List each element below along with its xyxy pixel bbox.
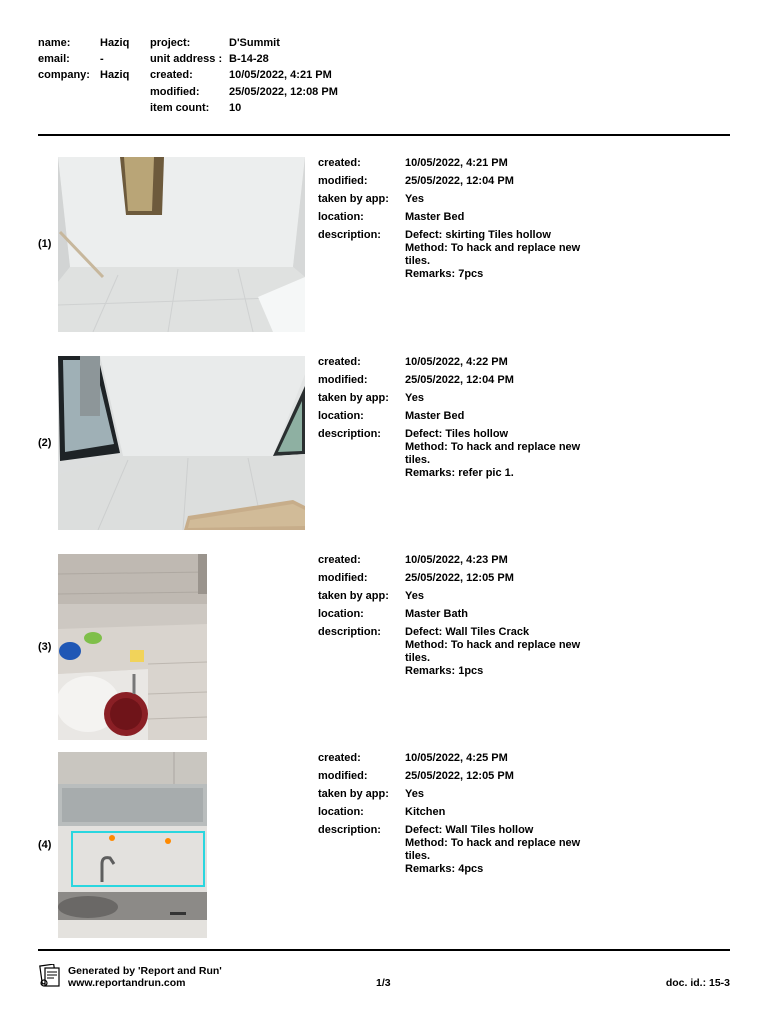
description-line: tiles. — [405, 454, 431, 466]
location-value: Master Bed — [405, 410, 465, 422]
item-number: (2) — [38, 437, 52, 449]
description-value — [405, 428, 600, 480]
created-label: created: — [318, 752, 361, 764]
item-photo — [58, 356, 305, 530]
taken-by-app-label: taken by app: — [318, 193, 389, 205]
created-label: created: — [318, 356, 361, 368]
modified-label: modified: — [318, 572, 368, 584]
item-count-label: item count: — [150, 102, 210, 114]
item-number: (1) — [38, 238, 52, 250]
description-line: Method: To hack and replace new — [405, 242, 581, 254]
description-value — [405, 824, 600, 876]
created-value: 10/05/2022, 4:23 PM — [405, 554, 508, 566]
item-details — [318, 356, 728, 479]
description-line: Defect: Wall Tiles Crack — [405, 626, 530, 638]
company-value: Haziq — [100, 69, 130, 81]
taken-by-app-label: taken by app: — [318, 590, 389, 602]
description-label: description: — [318, 229, 381, 241]
created-value: 10/05/2022, 4:21 PM — [405, 157, 508, 169]
location-label: location: — [318, 211, 364, 223]
modified-label: modified: — [318, 175, 368, 187]
modified-value: 25/05/2022, 12:05 PM — [405, 770, 514, 782]
location-value: Kitchen — [405, 806, 446, 818]
location-label: location: — [318, 608, 364, 620]
item-number: (4) — [38, 839, 52, 851]
description-value — [405, 626, 600, 678]
taken-by-app-value: Yes — [405, 193, 424, 205]
website-link[interactable]: www.reportandrun.com — [68, 977, 186, 989]
description-label: description: — [318, 824, 381, 836]
created-label: created: — [150, 69, 193, 81]
taken-by-app-value: Yes — [405, 392, 424, 404]
project-value: D'Summit — [229, 37, 280, 49]
header-divider — [38, 134, 730, 136]
email-label: email: — [38, 53, 70, 65]
description-line: tiles. — [405, 255, 431, 267]
description-line: Remarks: 7pcs — [405, 268, 484, 280]
report-and-run-logo-icon — [38, 964, 62, 988]
created-label: created: — [318, 157, 361, 169]
created-label: created: — [318, 554, 361, 566]
location-value: Master Bed — [405, 211, 465, 223]
created-value: 10/05/2022, 4:22 PM — [405, 356, 508, 368]
description-line: Remarks: 1pcs — [405, 665, 484, 677]
modified-label: modified: — [318, 770, 368, 782]
description-line: tiles. — [405, 652, 431, 664]
generated-by-text: Generated by 'Report and Run' — [68, 965, 222, 977]
item-photo — [58, 752, 207, 938]
item-details — [318, 554, 728, 677]
description-value — [405, 229, 600, 281]
description-line: Method: To hack and replace new — [405, 837, 581, 849]
name-label: name: — [38, 37, 71, 49]
page-number: 1/3 — [376, 977, 391, 989]
taken-by-app-label: taken by app: — [318, 788, 389, 800]
description-line: Defect: skirting Tiles hollow — [405, 229, 551, 241]
modified-value: 25/05/2022, 12:05 PM — [405, 572, 514, 584]
modified-label: modified: — [318, 374, 368, 386]
created-value: 10/05/2022, 4:25 PM — [405, 752, 508, 764]
item-details — [318, 157, 728, 280]
description-line: tiles. — [405, 850, 431, 862]
item-number: (3) — [38, 641, 52, 653]
location-label: location: — [318, 410, 364, 422]
company-label: company: — [38, 69, 90, 81]
project-label: project: — [150, 37, 191, 49]
modified-value: 25/05/2022, 12:04 PM — [405, 175, 514, 187]
description-line: Remarks: 4pcs — [405, 863, 484, 875]
document-id: doc. id.: 15-3 — [665, 977, 730, 989]
description-label: description: — [318, 428, 381, 440]
item-photo — [58, 554, 207, 740]
description-line: Defect: Tiles hollow — [405, 428, 509, 440]
unit-address-label: unit address : — [150, 53, 223, 65]
taken-by-app-value: Yes — [405, 788, 424, 800]
taken-by-app-value: Yes — [405, 590, 424, 602]
email-value: - — [100, 53, 104, 65]
location-value: Master Bath — [405, 608, 468, 620]
modified-label: modified: — [150, 86, 200, 98]
description-line: Defect: Wall Tiles hollow — [405, 824, 534, 836]
modified-value: 25/05/2022, 12:08 PM — [229, 86, 338, 98]
taken-by-app-label: taken by app: — [318, 392, 389, 404]
created-value: 10/05/2022, 4:21 PM — [229, 69, 332, 81]
item-count-value: 10 — [229, 102, 242, 114]
footer-divider — [38, 949, 730, 951]
unit-address-value: B-14-28 — [229, 53, 269, 65]
description-label: description: — [318, 626, 381, 638]
location-label: location: — [318, 806, 364, 818]
description-line: Method: To hack and replace new — [405, 441, 581, 453]
description-line: Remarks: refer pic 1. — [405, 467, 514, 479]
name-value: Haziq — [100, 37, 130, 49]
modified-value: 25/05/2022, 12:04 PM — [405, 374, 514, 386]
description-line: Method: To hack and replace new — [405, 639, 581, 651]
item-details — [318, 752, 728, 875]
item-photo — [58, 157, 305, 332]
